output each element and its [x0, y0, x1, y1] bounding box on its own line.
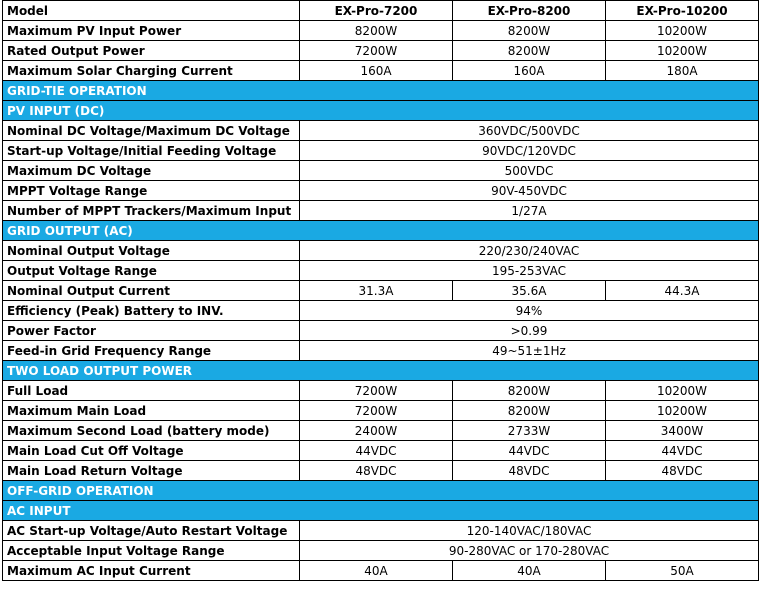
spec-value: 44VDC [606, 441, 759, 461]
spec-row [3, 181, 759, 201]
spec-value: 7200W [300, 41, 453, 61]
spec-row [3, 421, 759, 441]
spec-value: 10200W [606, 21, 759, 41]
spec-label: Maximum PV Input Power [3, 21, 300, 41]
spec-value: 50A [606, 561, 759, 581]
spec-row [3, 401, 759, 421]
spec-label: Rated Output Power [3, 41, 300, 61]
spec-value: 10200W [606, 381, 759, 401]
spec-label: Nominal DC Voltage/Maximum DC Voltage [3, 121, 300, 141]
section-header: TWO LOAD OUTPUT POWER [3, 361, 759, 381]
spec-value-shared: 1/27A [300, 201, 759, 221]
section-header-row [3, 361, 759, 381]
spec-row [3, 201, 759, 221]
section-header: AC INPUT [3, 501, 759, 521]
spec-value-shared: 90VDC/120VDC [300, 141, 759, 161]
spec-value: 48VDC [300, 461, 453, 481]
section-header: OFF-GRID OPERATION [3, 481, 759, 501]
spec-value-shared: 90V-450VDC [300, 181, 759, 201]
spec-table-body [3, 21, 759, 581]
spec-value: 8200W [453, 401, 606, 421]
spec-value: 10200W [606, 401, 759, 421]
spec-row [3, 381, 759, 401]
spec-value: 8200W [300, 21, 453, 41]
spec-value: 180A [606, 61, 759, 81]
spec-row [3, 61, 759, 81]
spec-value-shared: 90-280VAC or 170-280VAC [300, 541, 759, 561]
spec-value: 40A [453, 561, 606, 581]
spec-label: Full Load [3, 381, 300, 401]
spec-row [3, 241, 759, 261]
spec-value: 48VDC [606, 461, 759, 481]
spec-value: 40A [300, 561, 453, 581]
spec-label: Maximum Main Load [3, 401, 300, 421]
spec-label: Efficiency (Peak) Battery to INV. [3, 301, 300, 321]
spec-row [3, 301, 759, 321]
spec-value-shared: 195-253VAC [300, 261, 759, 281]
spec-value: 160A [300, 61, 453, 81]
spec-row [3, 461, 759, 481]
spec-row [3, 541, 759, 561]
spec-value: 31.3A [300, 281, 453, 301]
model-column-header: EX-Pro-7200 [300, 1, 453, 21]
spec-value-shared: 220/230/240VAC [300, 241, 759, 261]
spec-label: MPPT Voltage Range [3, 181, 300, 201]
spec-label: Main Load Cut Off Voltage [3, 441, 300, 461]
spec-value: 160A [453, 61, 606, 81]
spec-label: Acceptable Input Voltage Range [3, 541, 300, 561]
spec-label: Maximum DC Voltage [3, 161, 300, 181]
spec-label: Maximum Solar Charging Current [3, 61, 300, 81]
spec-value: 2733W [453, 421, 606, 441]
model-header: Model [3, 1, 300, 21]
spec-value: 8200W [453, 21, 606, 41]
model-column-header: EX-Pro-8200 [453, 1, 606, 21]
spec-value: 44VDC [300, 441, 453, 461]
spec-row [3, 341, 759, 361]
section-header-row [3, 81, 759, 101]
model-column-header: EX-Pro-10200 [606, 1, 759, 21]
spec-value: 2400W [300, 421, 453, 441]
spec-row [3, 121, 759, 141]
section-header-row [3, 221, 759, 241]
spec-value-shared: 49~51±1Hz [300, 341, 759, 361]
spec-value: 7200W [300, 381, 453, 401]
spec-row [3, 441, 759, 461]
spec-label: Nominal Output Voltage [3, 241, 300, 261]
spec-label: Power Factor [3, 321, 300, 341]
header-row [3, 1, 759, 21]
section-header: PV INPUT (DC) [3, 101, 759, 121]
spec-label: Maximum Second Load (battery mode) [3, 421, 300, 441]
section-header: GRID OUTPUT (AC) [3, 221, 759, 241]
spec-row [3, 41, 759, 61]
spec-row [3, 141, 759, 161]
section-header-row [3, 481, 759, 501]
spec-label: Maximum AC Input Current [3, 561, 300, 581]
spec-row [3, 281, 759, 301]
spec-label: Main Load Return Voltage [3, 461, 300, 481]
spec-value-shared: 120-140VAC/180VAC [300, 521, 759, 541]
spec-row [3, 321, 759, 341]
spec-value: 48VDC [453, 461, 606, 481]
spec-table [2, 0, 759, 581]
section-header: GRID-TIE OPERATION [3, 81, 759, 101]
spec-value-shared: >0.99 [300, 321, 759, 341]
spec-value: 44.3A [606, 281, 759, 301]
spec-row [3, 161, 759, 181]
spec-row [3, 521, 759, 541]
spec-label: Feed-in Grid Frequency Range [3, 341, 300, 361]
spec-value-shared: 94% [300, 301, 759, 321]
spec-value: 44VDC [453, 441, 606, 461]
spec-value: 10200W [606, 41, 759, 61]
spec-value-shared: 500VDC [300, 161, 759, 181]
section-header-row [3, 101, 759, 121]
spec-value: 3400W [606, 421, 759, 441]
spec-value: 7200W [300, 401, 453, 421]
spec-value: 8200W [453, 381, 606, 401]
spec-label: Number of MPPT Trackers/Maximum Input [3, 201, 300, 221]
spec-value-shared: 360VDC/500VDC [300, 121, 759, 141]
spec-value: 35.6A [453, 281, 606, 301]
spec-label: Output Voltage Range [3, 261, 300, 281]
spec-label: Nominal Output Current [3, 281, 300, 301]
spec-row [3, 21, 759, 41]
spec-label: Start-up Voltage/Initial Feeding Voltage [3, 141, 300, 161]
section-header-row [3, 501, 759, 521]
spec-row [3, 261, 759, 281]
spec-row [3, 561, 759, 581]
spec-label: AC Start-up Voltage/Auto Restart Voltage [3, 521, 300, 541]
spec-value: 8200W [453, 41, 606, 61]
